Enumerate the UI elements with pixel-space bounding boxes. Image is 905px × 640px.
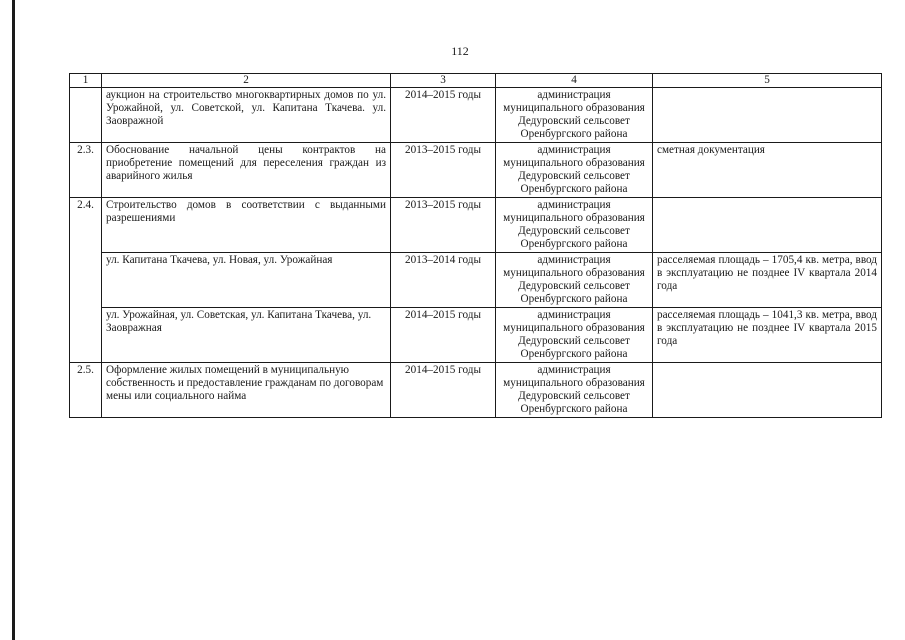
description-cell: ул. Урожайная, ул. Советская, ул. Капитана Ткачева, ул. Заовражная xyxy=(102,308,391,363)
result-cell: сметная документация xyxy=(653,143,882,198)
row-number-cell xyxy=(70,88,102,143)
activity-table xyxy=(69,73,882,418)
period-cell: 2014–2015 годы xyxy=(391,88,496,143)
table-row xyxy=(70,308,882,363)
description-cell: Оформление жилых помещений в муниципальную собственность и предоставление гражданам по договорам мены или социального найма xyxy=(102,363,391,418)
executor-cell: администрация муниципального образования Дедуровский сельсовет Оренбургского района xyxy=(496,253,653,308)
result-cell: расселяемая площадь – 1041,3 кв. метра, ввод в эксплуатацию не позднее IV квартала 2015 года xyxy=(653,308,882,363)
column-header: 3 xyxy=(391,74,496,88)
column-header: 2 xyxy=(102,74,391,88)
period-cell: 2014–2015 годы xyxy=(391,363,496,418)
table-row xyxy=(70,363,882,418)
description-cell: Строительство домов в соответствии с выданными разрешениями xyxy=(102,198,391,253)
executor-cell: администрация муниципального образования Дедуровский сельсовет Оренбургского района xyxy=(496,363,653,418)
row-number-cell xyxy=(70,253,102,308)
table-header-row xyxy=(70,74,882,88)
description-cell: ул. Капитана Ткачева, ул. Новая, ул. Урожайная xyxy=(102,253,391,308)
table-row xyxy=(70,88,882,143)
executor-cell: администрация муниципального образования Дедуровский сельсовет Оренбургского района xyxy=(496,308,653,363)
column-header: 4 xyxy=(496,74,653,88)
result-cell xyxy=(653,88,882,143)
column-header: 5 xyxy=(653,74,882,88)
period-cell: 2013–2015 годы xyxy=(391,198,496,253)
period-cell: 2014–2015 годы xyxy=(391,308,496,363)
row-number-cell: 2.5. xyxy=(70,363,102,418)
executor-cell: администрация муниципального образования Дедуровский сельсовет Оренбургского района xyxy=(496,143,653,198)
description-cell: аукцион на строительство многоквартирных домов по ул. Урожайной, ул. Советской, ул. Капитана Ткачева. ул. Заовражной xyxy=(102,88,391,143)
description-cell: Обоснование начальной цены контрактов на приобретение помещений для переселения граждан из аварийного жилья xyxy=(102,143,391,198)
table-row xyxy=(70,143,882,198)
period-cell: 2013–2014 годы xyxy=(391,253,496,308)
result-cell: расселяемая площадь – 1705,4 кв. метра, ввод в эксплуатацию не позднее IV квартала 2014 года xyxy=(653,253,882,308)
row-number-cell: 2.4. xyxy=(70,198,102,253)
period-cell: 2013–2015 годы xyxy=(391,143,496,198)
table-row xyxy=(70,198,882,253)
column-header: 1 xyxy=(70,74,102,88)
result-cell xyxy=(653,363,882,418)
page-left-border xyxy=(12,0,15,640)
row-number-cell xyxy=(70,308,102,363)
executor-cell: администрация муниципального образования Дедуровский сельсовет Оренбургского района xyxy=(496,198,653,253)
executor-cell: администрация муниципального образования Дедуровский сельсовет Оренбургского района xyxy=(496,88,653,143)
result-cell xyxy=(653,198,882,253)
table-row xyxy=(70,253,882,308)
row-number-cell: 2.3. xyxy=(70,143,102,198)
page-number: 112 xyxy=(451,44,469,58)
